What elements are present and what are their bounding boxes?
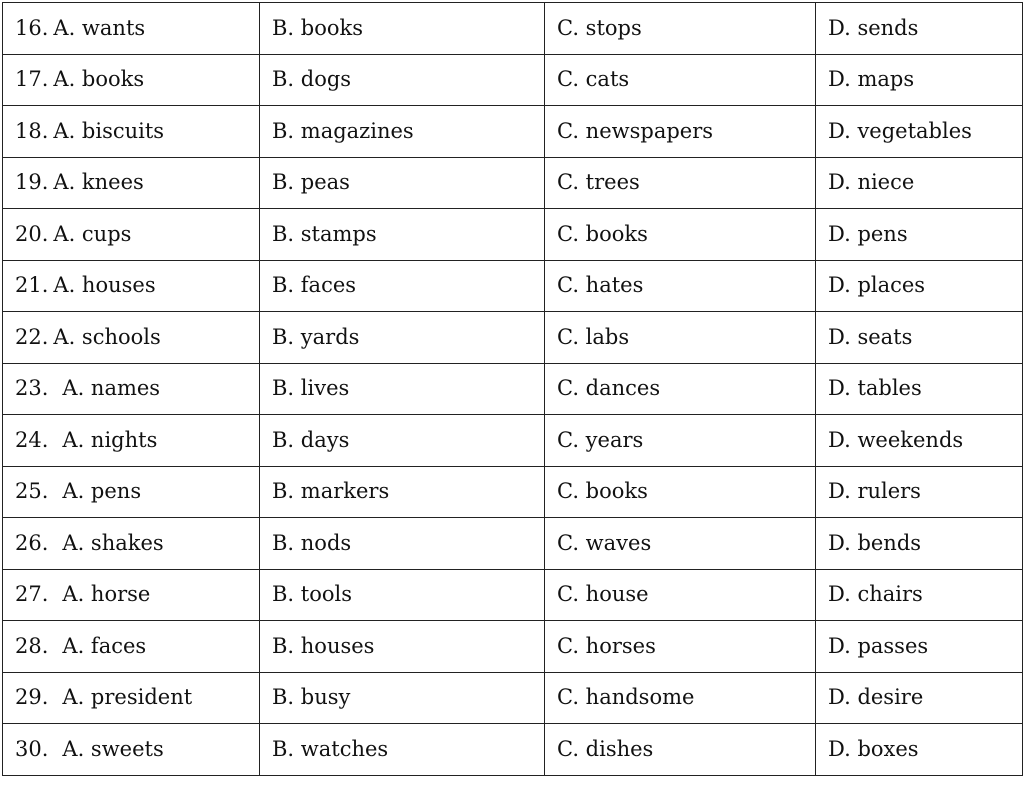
question-number: 21. — [15, 273, 49, 298]
option-b: B. watches — [260, 724, 545, 776]
option-a-cell — [3, 157, 260, 209]
option-c: C. newspapers — [545, 106, 816, 158]
question-row-21 — [3, 260, 1023, 312]
option-a: A. houses — [53, 273, 156, 298]
question-row-19 — [3, 157, 1023, 209]
option-d: D. pens — [816, 209, 1023, 261]
option-b: B. lives — [260, 363, 545, 415]
question-row-22 — [3, 312, 1023, 364]
option-a: A. biscuits — [53, 118, 165, 143]
option-c: C. house — [545, 569, 816, 621]
option-b: B. busy — [260, 672, 545, 724]
question-number: 17. — [15, 67, 49, 92]
option-d: D. niece — [816, 157, 1023, 209]
question-row-20 — [3, 209, 1023, 261]
question-number: 26. — [15, 530, 49, 555]
question-row-23 — [3, 363, 1023, 415]
option-d: D. desire — [816, 672, 1023, 724]
question-number: 27. — [15, 582, 49, 607]
option-a: A. books — [53, 67, 145, 92]
question-number: 24. — [15, 427, 49, 452]
option-b: B. faces — [260, 260, 545, 312]
exercise-sheet — [2, 2, 1022, 780]
option-c: C. hates — [545, 260, 816, 312]
question-number: 20. — [15, 221, 49, 246]
option-b: B. dogs — [260, 54, 545, 106]
question-row-18 — [3, 106, 1023, 158]
option-a: A. sweets — [62, 736, 164, 761]
option-a: A. president — [62, 685, 193, 710]
option-c: C. handsome — [545, 672, 816, 724]
question-number: 23. — [15, 376, 49, 401]
question-rows — [3, 3, 1023, 776]
option-d: D. places — [816, 260, 1023, 312]
option-d: D. boxes — [816, 724, 1023, 776]
question-row-24 — [3, 415, 1023, 467]
option-a-cell — [3, 363, 260, 415]
option-c: C. books — [545, 466, 816, 518]
option-b: B. yards — [260, 312, 545, 364]
option-c: C. waves — [545, 518, 816, 570]
question-row-16 — [3, 3, 1023, 55]
question-number: 19. — [15, 170, 49, 195]
option-a: A. knees — [53, 170, 144, 195]
option-d: D. sends — [816, 3, 1023, 55]
option-b: B. magazines — [260, 106, 545, 158]
option-c: C. books — [545, 209, 816, 261]
question-number: 18. — [15, 118, 49, 143]
option-c: C. dances — [545, 363, 816, 415]
option-d: D. passes — [816, 621, 1023, 673]
option-a-cell — [3, 672, 260, 724]
option-d: D. vegetables — [816, 106, 1023, 158]
option-a: A. cups — [53, 221, 132, 246]
option-a: A. horse — [62, 582, 151, 607]
option-b: B. nods — [260, 518, 545, 570]
option-a-cell — [3, 466, 260, 518]
option-c: C. dishes — [545, 724, 816, 776]
question-number: 28. — [15, 633, 49, 658]
option-a: A. wants — [53, 15, 146, 40]
option-c: C. stops — [545, 3, 816, 55]
option-b: B. days — [260, 415, 545, 467]
question-number: 30. — [15, 736, 49, 761]
option-a-cell — [3, 54, 260, 106]
option-a-cell — [3, 518, 260, 570]
option-b: B. markers — [260, 466, 545, 518]
option-d: D. weekends — [816, 415, 1023, 467]
option-a: A. schools — [53, 324, 161, 349]
option-a-cell — [3, 106, 260, 158]
option-b: B. houses — [260, 621, 545, 673]
option-a: A. names — [62, 376, 161, 401]
option-c: C. labs — [545, 312, 816, 364]
option-a-cell — [3, 415, 260, 467]
option-a: A. nights — [62, 427, 158, 452]
question-number: 16. — [15, 15, 49, 40]
question-row-29 — [3, 672, 1023, 724]
option-d: D. chairs — [816, 569, 1023, 621]
option-d: D. maps — [816, 54, 1023, 106]
option-a-cell — [3, 621, 260, 673]
option-b: B. tools — [260, 569, 545, 621]
option-a-cell — [3, 312, 260, 364]
option-c: C. cats — [545, 54, 816, 106]
option-c: C. years — [545, 415, 816, 467]
question-number: 22. — [15, 324, 49, 349]
option-b: B. peas — [260, 157, 545, 209]
question-row-27 — [3, 569, 1023, 621]
question-row-30 — [3, 724, 1023, 776]
option-d: D. tables — [816, 363, 1023, 415]
option-b: B. stamps — [260, 209, 545, 261]
option-a: A. shakes — [62, 530, 164, 555]
option-b: B. books — [260, 3, 545, 55]
option-c: C. horses — [545, 621, 816, 673]
pronunciation-exercise-table — [2, 2, 1023, 776]
option-a-cell — [3, 260, 260, 312]
question-row-28 — [3, 621, 1023, 673]
question-number: 29. — [15, 685, 49, 710]
option-a-cell — [3, 209, 260, 261]
option-a-cell — [3, 3, 260, 55]
option-a: A. pens — [62, 479, 142, 504]
option-a-cell — [3, 724, 260, 776]
option-d: D. rulers — [816, 466, 1023, 518]
question-row-25 — [3, 466, 1023, 518]
option-a-cell — [3, 569, 260, 621]
option-c: C. trees — [545, 157, 816, 209]
option-d: D. bends — [816, 518, 1023, 570]
option-d: D. seats — [816, 312, 1023, 364]
question-number: 25. — [15, 479, 49, 504]
option-a: A. faces — [62, 633, 147, 658]
question-row-26 — [3, 518, 1023, 570]
question-row-17 — [3, 54, 1023, 106]
